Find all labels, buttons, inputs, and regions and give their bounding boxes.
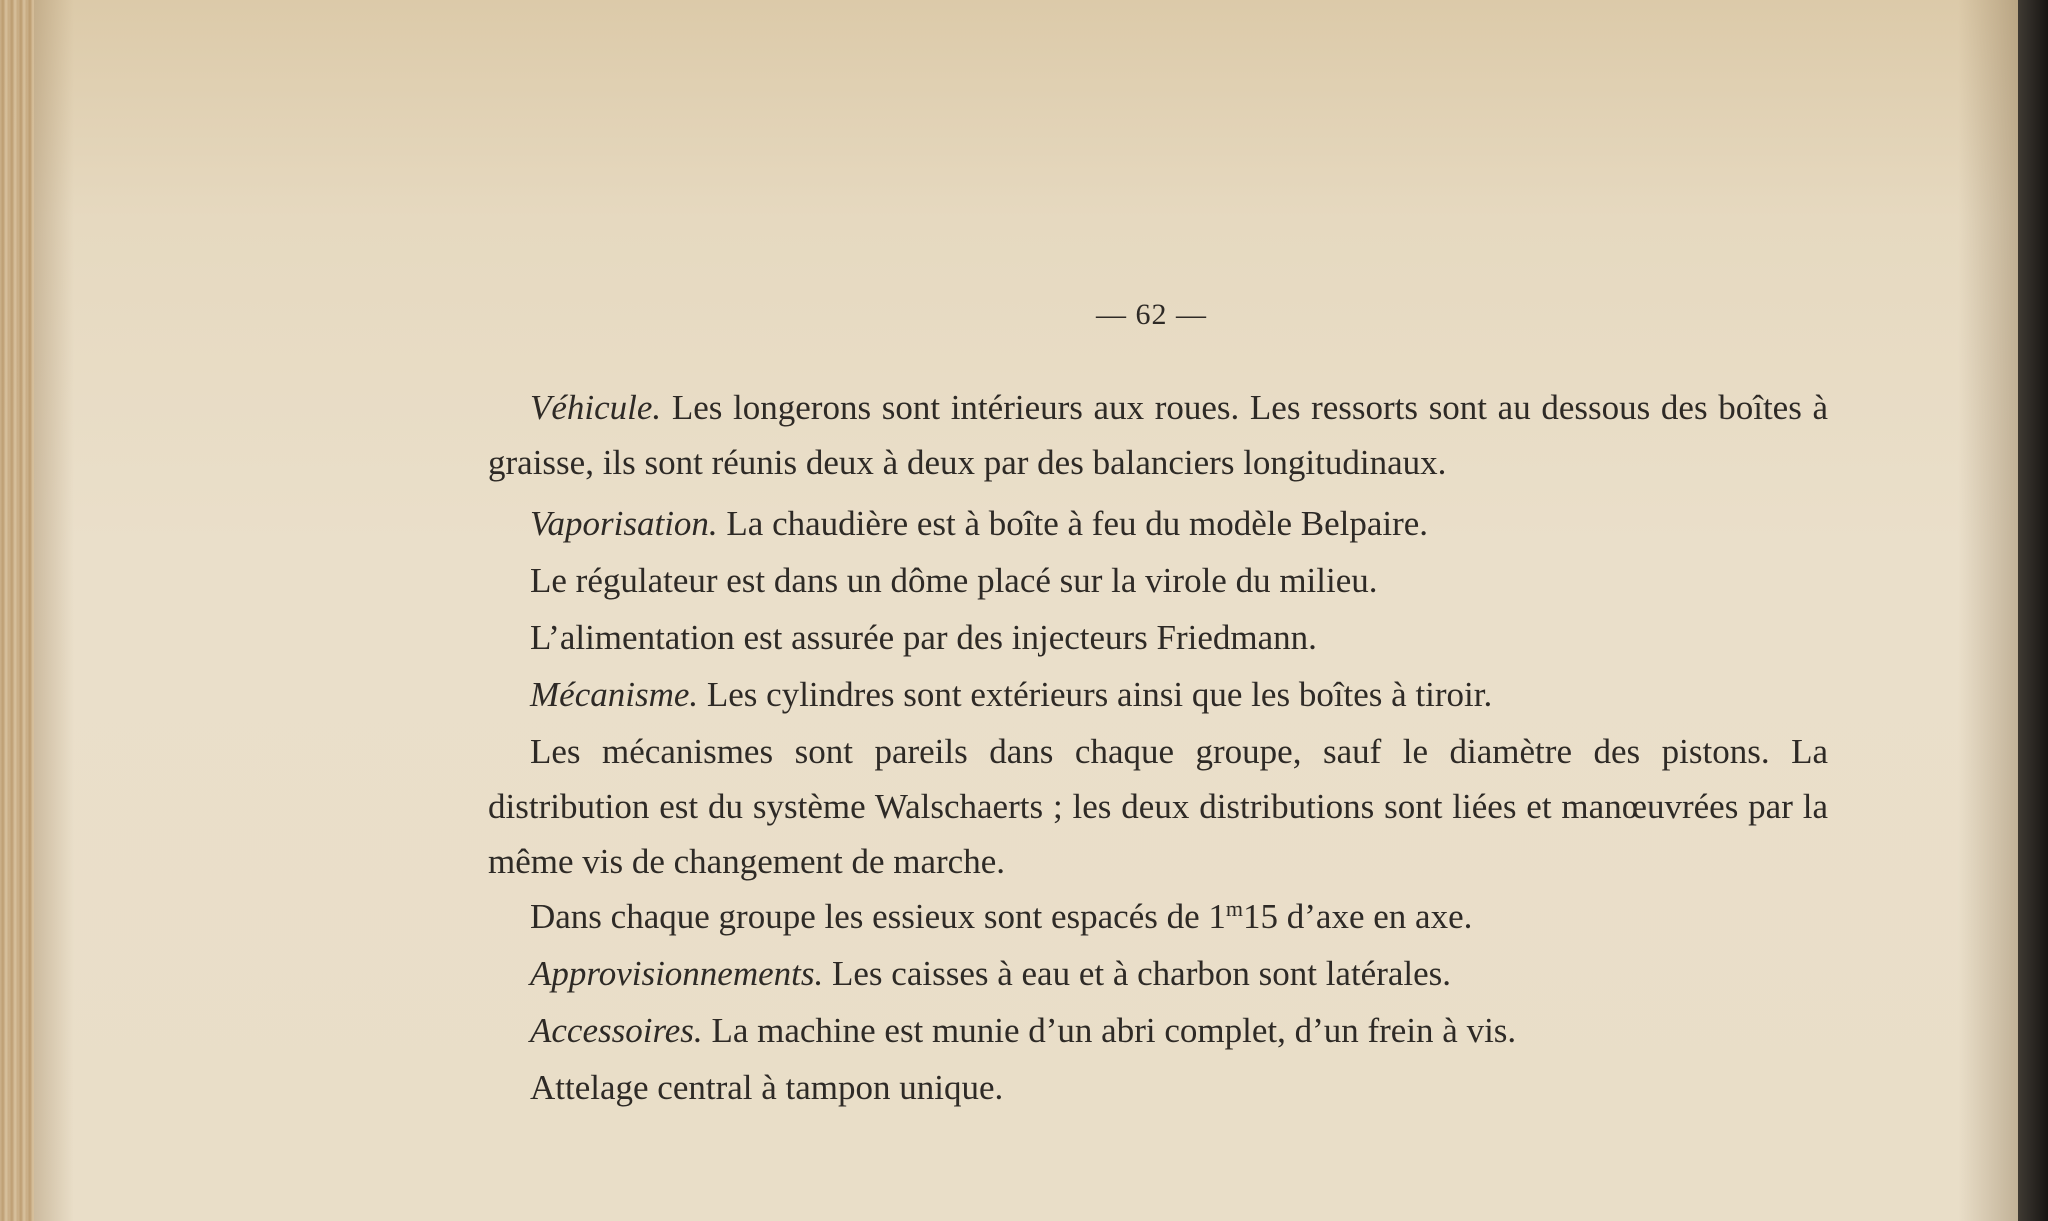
- mecanisme-spacing-line: [488, 889, 1828, 944]
- page-curl-shadow: [1958, 0, 2018, 1221]
- accessoires-line-2: Attelage central à tampon unique.: [530, 1068, 1004, 1107]
- mecanisme-text-1: Les cylindres sont extérieurs ainsi que les boîtes à tiroir.: [706, 675, 1493, 714]
- page-number: — 62 —: [1096, 298, 1207, 331]
- vaporisation-text-1: La chaudière est à boîte à feu du modèle Belpaire.: [726, 504, 1429, 543]
- section-label-mecanisme: Mécanisme.: [530, 675, 699, 714]
- unit-superscript: m: [1225, 896, 1244, 921]
- approvisionnements-text: Les caisses à eau et à charbon sont latérales.: [832, 954, 1452, 993]
- section-label-vaporisation: Vaporisation.: [530, 504, 718, 543]
- section-label-approvisionnements: Approvisionnements.: [530, 954, 824, 993]
- paragraph-accessoires: [488, 1003, 1828, 1058]
- paragraph-vaporisation: [488, 496, 1828, 551]
- vaporisation-line-3: L’alimentation est assurée par des injecteurs Friedmann.: [530, 618, 1317, 657]
- mecanisme-paragraph: Les mécanismes sont pareils dans chaque groupe, sauf le diamètre des pistons. La distribution est du système Walschaerts ; les deux distributions sont liées et manœuvrées par la même vis de changement de marche.: [488, 732, 1828, 881]
- paragraph-vehicule: [488, 380, 1828, 490]
- vehicule-text: Les longerons sont intérieurs aux roues. Les ressorts sont au dessous des boîtes à graisse, ils sont réunis deux à deux par des balanciers longitudinaux.: [488, 388, 1829, 482]
- binding-shadow: [34, 0, 74, 1221]
- vaporisation-line-2: Le régulateur est dans un dôme placé sur la virole du milieu.: [530, 561, 1378, 600]
- section-label-vehicule: Véhicule.: [530, 388, 662, 427]
- body-text: [488, 380, 1828, 1117]
- accessoires-text-1: La machine est munie d’un abri complet, d’un frein à vis.: [711, 1011, 1517, 1050]
- paragraph-approvisionnements: [488, 946, 1828, 1001]
- book-cover-edge: [2018, 0, 2048, 1221]
- book-binding-edge: [0, 0, 34, 1221]
- spacing-before: Dans chaque groupe les essieux sont espacés de 1: [530, 897, 1226, 936]
- spacing-after: 15 d’axe en axe.: [1243, 897, 1473, 936]
- paragraph-mecanisme: [488, 667, 1828, 722]
- section-label-accessoires: Accessoires.: [530, 1011, 703, 1050]
